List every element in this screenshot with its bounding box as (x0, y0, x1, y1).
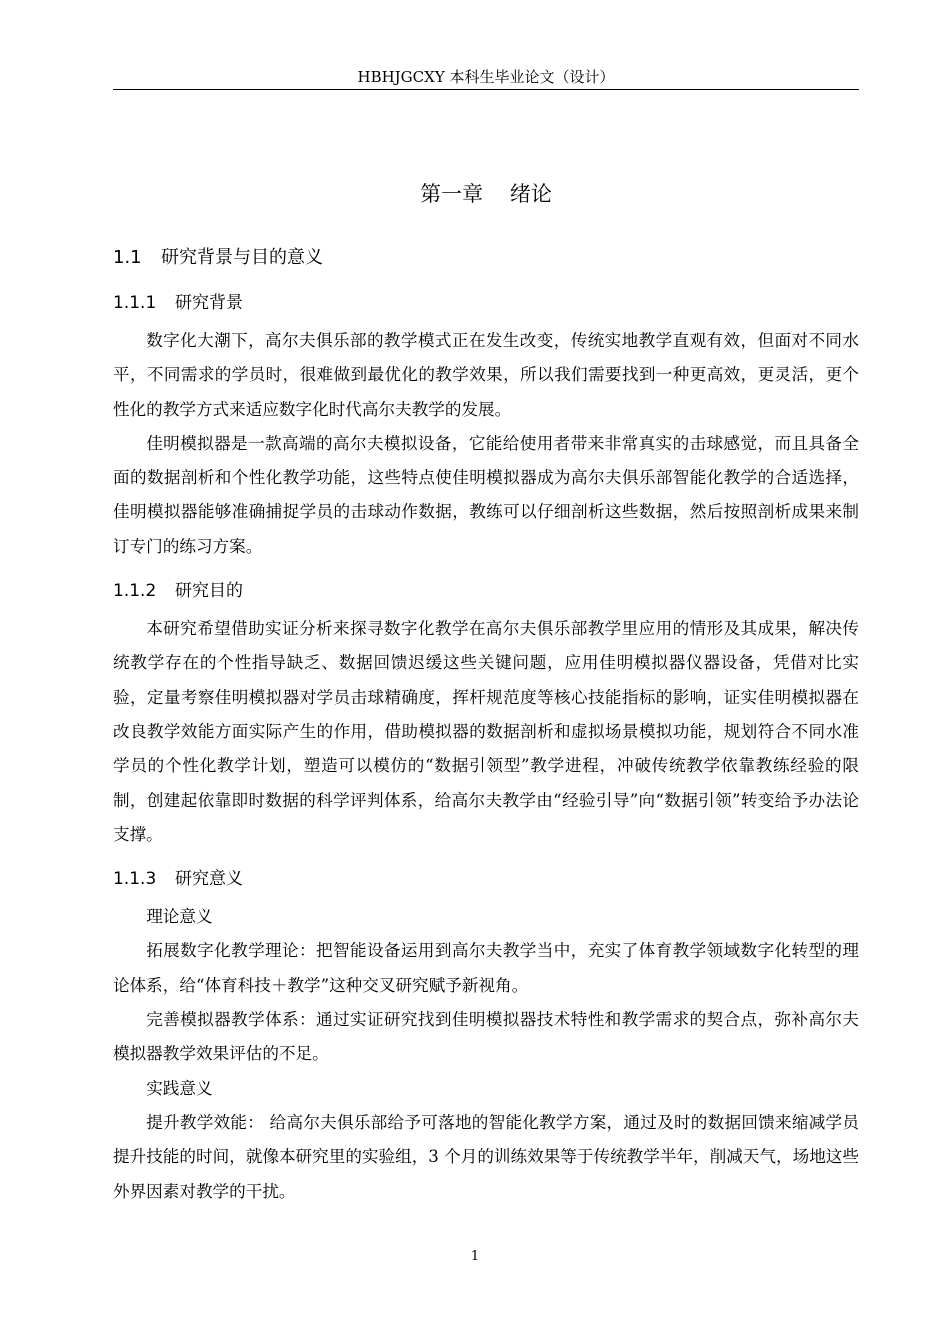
page-body (113, 172, 859, 1209)
running-header (113, 66, 859, 90)
subsection-heading-1-1-3 (113, 864, 859, 894)
running-header-text: HBHJGCXY 本科生毕业论文（设计） (357, 68, 615, 86)
subsection-number: 1.1.1 (113, 293, 157, 313)
section-number: 1.1 (113, 247, 142, 268)
subsection-title: 研究背景 (175, 293, 243, 313)
subsection-number: 1.1.2 (113, 581, 157, 602)
section-title: 研究背景与目的意义 (161, 247, 323, 268)
subsection-heading-1-1-1 (113, 288, 859, 318)
page-number: 1 (470, 1249, 480, 1264)
section-heading-1-1 (113, 242, 859, 274)
subsection-number: 1.1.3 (113, 869, 157, 890)
subsection-title: 研究目的 (175, 581, 243, 602)
subsection-title: 研究意义 (175, 869, 243, 890)
paragraph-label: 理论意义 (146, 907, 213, 927)
paragraph: 佳明模拟器是一款高端的高尔夫模拟设备，它能给使用者带来非常真实的击球感觉，而且具备全面的数据剖析和个性化教学功能，这些特点使佳明模拟器成为高尔夫俱乐部智能化教学的合适选择，佳明模拟器能够准确捕捉学员的击球动作数据，教练可以仔细剖析这些数据，然后按照剖析成果来制订专门的练习方案。 (113, 433, 859, 556)
paragraph: 本研究希望借助实证分析来探寻数字化教学在高尔夫俱乐部教学里应用的情形及其成果，解决传统教学存在的个性指导缺乏、数据回馈迟缓这些关键问题，应用佳明模拟器仪器设备，凭借对比实验，定量考察佳明模拟器对学员击球精确度，挥杆规范度等核心技能指标的影响，证实佳明模拟器在改良教学效能方面实际产生的作用，借助模拟器的数据剖析和虚拟场景模拟功能，规划符合不同水准学员的个性化教学计划，塑造可以模仿的“数据引领型”教学进程，冲破传统教学依靠教练经验的限制，创建起依靠即时数据的科学评判体系，给高尔夫教学由“经验引导”向“数据引领”转变给予办法论支撑。 (113, 619, 859, 844)
chapter-title: 第一章 绪论 (420, 182, 552, 206)
paragraph-label: 实践意义 (146, 1078, 213, 1098)
paragraph: 完善模拟器教学体系：通过实证研究找到佳明模拟器技术特性和教学需求的契合点，弥补高尔夫模拟器教学效果评估的不足。 (113, 1010, 859, 1064)
paragraph: 提升教学效能： 给高尔夫俱乐部给予可落地的智能化教学方案，通过及时的数据回馈来缩减学员提升技能的时间，就像本研究里的实验组，3 个月的训练效果等于传统教学半年，削减天气，场地这些外界因素对教学的干扰。 (113, 1112, 859, 1201)
paragraph: 拓展数字化教学理论：把智能设备运用到高尔夫教学当中，充实了体育教学领域数字化转型的理论体系，给“体育科技＋教学”这种交叉研究赋予新视角。 (113, 941, 859, 995)
paragraph: 数字化大潮下，高尔夫俱乐部的教学模式正在发生改变，传统实地教学直观有效，但面对不同水平，不同需求的学员时，很难做到最优化的教学效果，所以我们需要找到一种更高效，更灵活，更个性化的教学方式来适应数字化时代高尔夫教学的发展。 (113, 331, 859, 419)
subsection-heading-1-1-2 (113, 576, 859, 606)
